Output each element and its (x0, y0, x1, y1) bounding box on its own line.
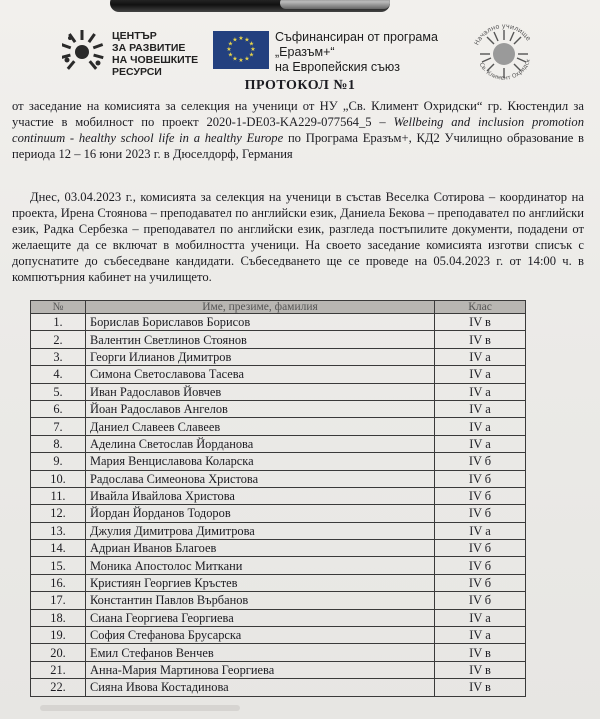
row-number: 4. (31, 366, 86, 383)
student-name: Иван Радославов Йовчев (86, 383, 435, 400)
hrd-logo-text (112, 30, 222, 78)
student-name: Кристиян Георгиев Кръстев (86, 574, 435, 591)
student-name: Георги Илианов Димитров (86, 348, 435, 365)
project-title-italic: Wellbeing and inclusion promotion continuum - healthy school life in a healthy Europe (12, 115, 584, 145)
table-row (31, 592, 526, 609)
hrd-sun-logo-icon (62, 26, 110, 72)
candidates-table (30, 300, 526, 697)
table-header-row (31, 301, 526, 314)
table-row (31, 383, 526, 400)
student-class: IV а (435, 522, 526, 539)
student-name: Йоан Радославов Ангелов (86, 400, 435, 417)
svg-text:★: ★ (232, 36, 238, 44)
cofunded-line: Съфинансиран от програма (275, 30, 438, 44)
table-row (31, 661, 526, 678)
student-name: Моника Апостолос Миткани (86, 557, 435, 574)
table-row (31, 574, 526, 591)
svg-text:★: ★ (227, 51, 234, 59)
svg-text:★: ★ (232, 55, 238, 63)
student-name: Ивайла Ивайлова Христова (86, 487, 435, 504)
hrd-logo-line: РЕСУРСИ (112, 66, 162, 78)
hrd-logo-line: НА ЧОВЕШКИТЕ (112, 54, 199, 66)
hrd-logo-line: ЦЕНТЪР (112, 30, 157, 42)
row-number: 22. (31, 679, 86, 696)
student-name: Сиана Георгиева Георгиева (86, 609, 435, 626)
table-row (31, 348, 526, 365)
svg-text:★: ★ (244, 55, 250, 63)
student-class: IV б (435, 557, 526, 574)
student-class: IV а (435, 627, 526, 644)
pen-cap (280, 0, 390, 9)
row-number: 5. (31, 383, 86, 400)
table-row (31, 470, 526, 487)
svg-text:★: ★ (226, 46, 232, 53)
table-row (31, 540, 526, 557)
table-row (31, 418, 526, 435)
table-row (31, 453, 526, 470)
table-row (31, 505, 526, 522)
svg-text:★: ★ (248, 40, 255, 48)
table-row (31, 366, 526, 383)
row-number: 10. (31, 470, 86, 487)
body-paragraph: Днес, 03.04.2023 г., комисията за селекция на ученици в състав Веселка Сотирова – координатор на проекта, Ирена Стоянова – преподавател по английски език, Даниела Бекова – преподавател по английски език, Радка Сербезка – преподавател по английски език, разгледа постъпилите документи, подадени от желаещите да се включат в мобилността ученици. На своето заседание комисията изготви списък с допуснатите до събеседване кандидати. Събеседването ще се проведе на 05.04.2023 г. от 14:00 ч. в компютърния кабинет на училището. (12, 190, 584, 284)
svg-text:★: ★ (227, 40, 234, 48)
cut-off-text-line (40, 705, 240, 711)
row-number: 21. (31, 661, 86, 678)
student-name: Радослава Симеонова Христова (86, 470, 435, 487)
intro-text-b: по Програма Еразъм+, КД2 Училищно образование в периода 12 – 16 юни 2023 г. в Дюселдорф, Германия (12, 131, 584, 161)
table-row (31, 627, 526, 644)
student-class: IV б (435, 487, 526, 504)
student-name: Борислав Бориславов Борисов (86, 314, 435, 331)
row-number: 16. (31, 574, 86, 591)
row-number: 6. (31, 400, 86, 417)
student-class: IV в (435, 314, 526, 331)
row-number: 20. (31, 644, 86, 661)
row-number: 18. (31, 609, 86, 626)
table-row (31, 644, 526, 661)
student-class: IV в (435, 331, 526, 348)
intro-text-a: от заседание на комисията за селекция на ученици от НУ „Св. Климент Охридски“ гр. Кюстендил за участие в мобилност по проект 2020-1-DE03-KA229-077564_5 – (12, 99, 584, 129)
svg-text:★: ★ (250, 46, 256, 53)
document-title: ПРОТОКОЛ №1 (244, 78, 356, 93)
student-name: Джулия Димитрова Димитрова (86, 522, 435, 539)
student-class: IV б (435, 470, 526, 487)
table-row (31, 435, 526, 452)
eu-flag-icon (213, 31, 269, 69)
hrd-logo-line: ЗА РАЗВИТИЕ (112, 42, 186, 54)
eu-cofunded-text (275, 30, 465, 75)
row-number: 8. (31, 435, 86, 452)
svg-text:Св. Климент Охридски: Св. Климент Охридск (477, 58, 533, 82)
student-name: Константин Павлов Върбанов (86, 592, 435, 609)
svg-text:★: ★ (238, 57, 244, 64)
student-name: Йордан Йорданов Тодоров (86, 505, 435, 522)
cofunded-line: на Европейския съюз (275, 60, 401, 74)
student-class: IV б (435, 592, 526, 609)
student-class: IV в (435, 661, 526, 678)
row-number: 12. (31, 505, 86, 522)
student-class: IV б (435, 574, 526, 591)
svg-text:★: ★ (248, 51, 255, 59)
row-number: 2. (31, 331, 86, 348)
row-number: 17. (31, 592, 86, 609)
svg-text:★: ★ (238, 35, 244, 42)
table-row (31, 400, 526, 417)
student-name: Сияна Ивова Костадинова (86, 679, 435, 696)
student-class: IV б (435, 540, 526, 557)
table-row (31, 557, 526, 574)
header-class: Клас (435, 301, 526, 314)
student-name: Анна-Мария Мартинова Георгиева (86, 661, 435, 678)
student-name: Симона Светославова Тасева (86, 366, 435, 383)
row-number: 19. (31, 627, 86, 644)
student-class: IV б (435, 453, 526, 470)
row-number: 13. (31, 522, 86, 539)
student-name: Аделина Светослав Йорданова (86, 435, 435, 452)
student-name: София Стефанова Брусарска (86, 627, 435, 644)
table-row (31, 331, 526, 348)
svg-text:Начално училище: Начално училище (472, 21, 533, 47)
student-class: IV а (435, 418, 526, 435)
student-class: IV а (435, 383, 526, 400)
student-class: IV а (435, 609, 526, 626)
row-number: 14. (31, 540, 86, 557)
student-name: Валентин Светлинов Стоянов (86, 331, 435, 348)
intro-paragraph (12, 98, 584, 162)
table-row (31, 609, 526, 626)
student-name: Адриан Иванов Благоев (86, 540, 435, 557)
table-row (31, 522, 526, 539)
table-row (31, 314, 526, 331)
row-number: 9. (31, 453, 86, 470)
svg-text:★: ★ (244, 36, 250, 44)
student-class: IV а (435, 348, 526, 365)
student-class: IV а (435, 435, 526, 452)
header-name: Име, презиме, фамилия (86, 301, 435, 314)
student-class: IV в (435, 644, 526, 661)
row-number: 7. (31, 418, 86, 435)
table-row (31, 679, 526, 696)
row-number: 1. (31, 314, 86, 331)
table-row (31, 487, 526, 504)
student-class: IV в (435, 679, 526, 696)
student-class: IV а (435, 366, 526, 383)
student-class: IV б (435, 505, 526, 522)
student-class: IV а (435, 400, 526, 417)
student-name: Даниел Славеев Славеев (86, 418, 435, 435)
row-number: 11. (31, 487, 86, 504)
row-number: 3. (31, 348, 86, 365)
student-name: Мария Венциславова Коларска (86, 453, 435, 470)
row-number: 15. (31, 557, 86, 574)
header-number: № (31, 301, 86, 314)
cofunded-line: „Еразъм+“ (275, 45, 335, 59)
student-name: Емил Стефанов Венчев (86, 644, 435, 661)
